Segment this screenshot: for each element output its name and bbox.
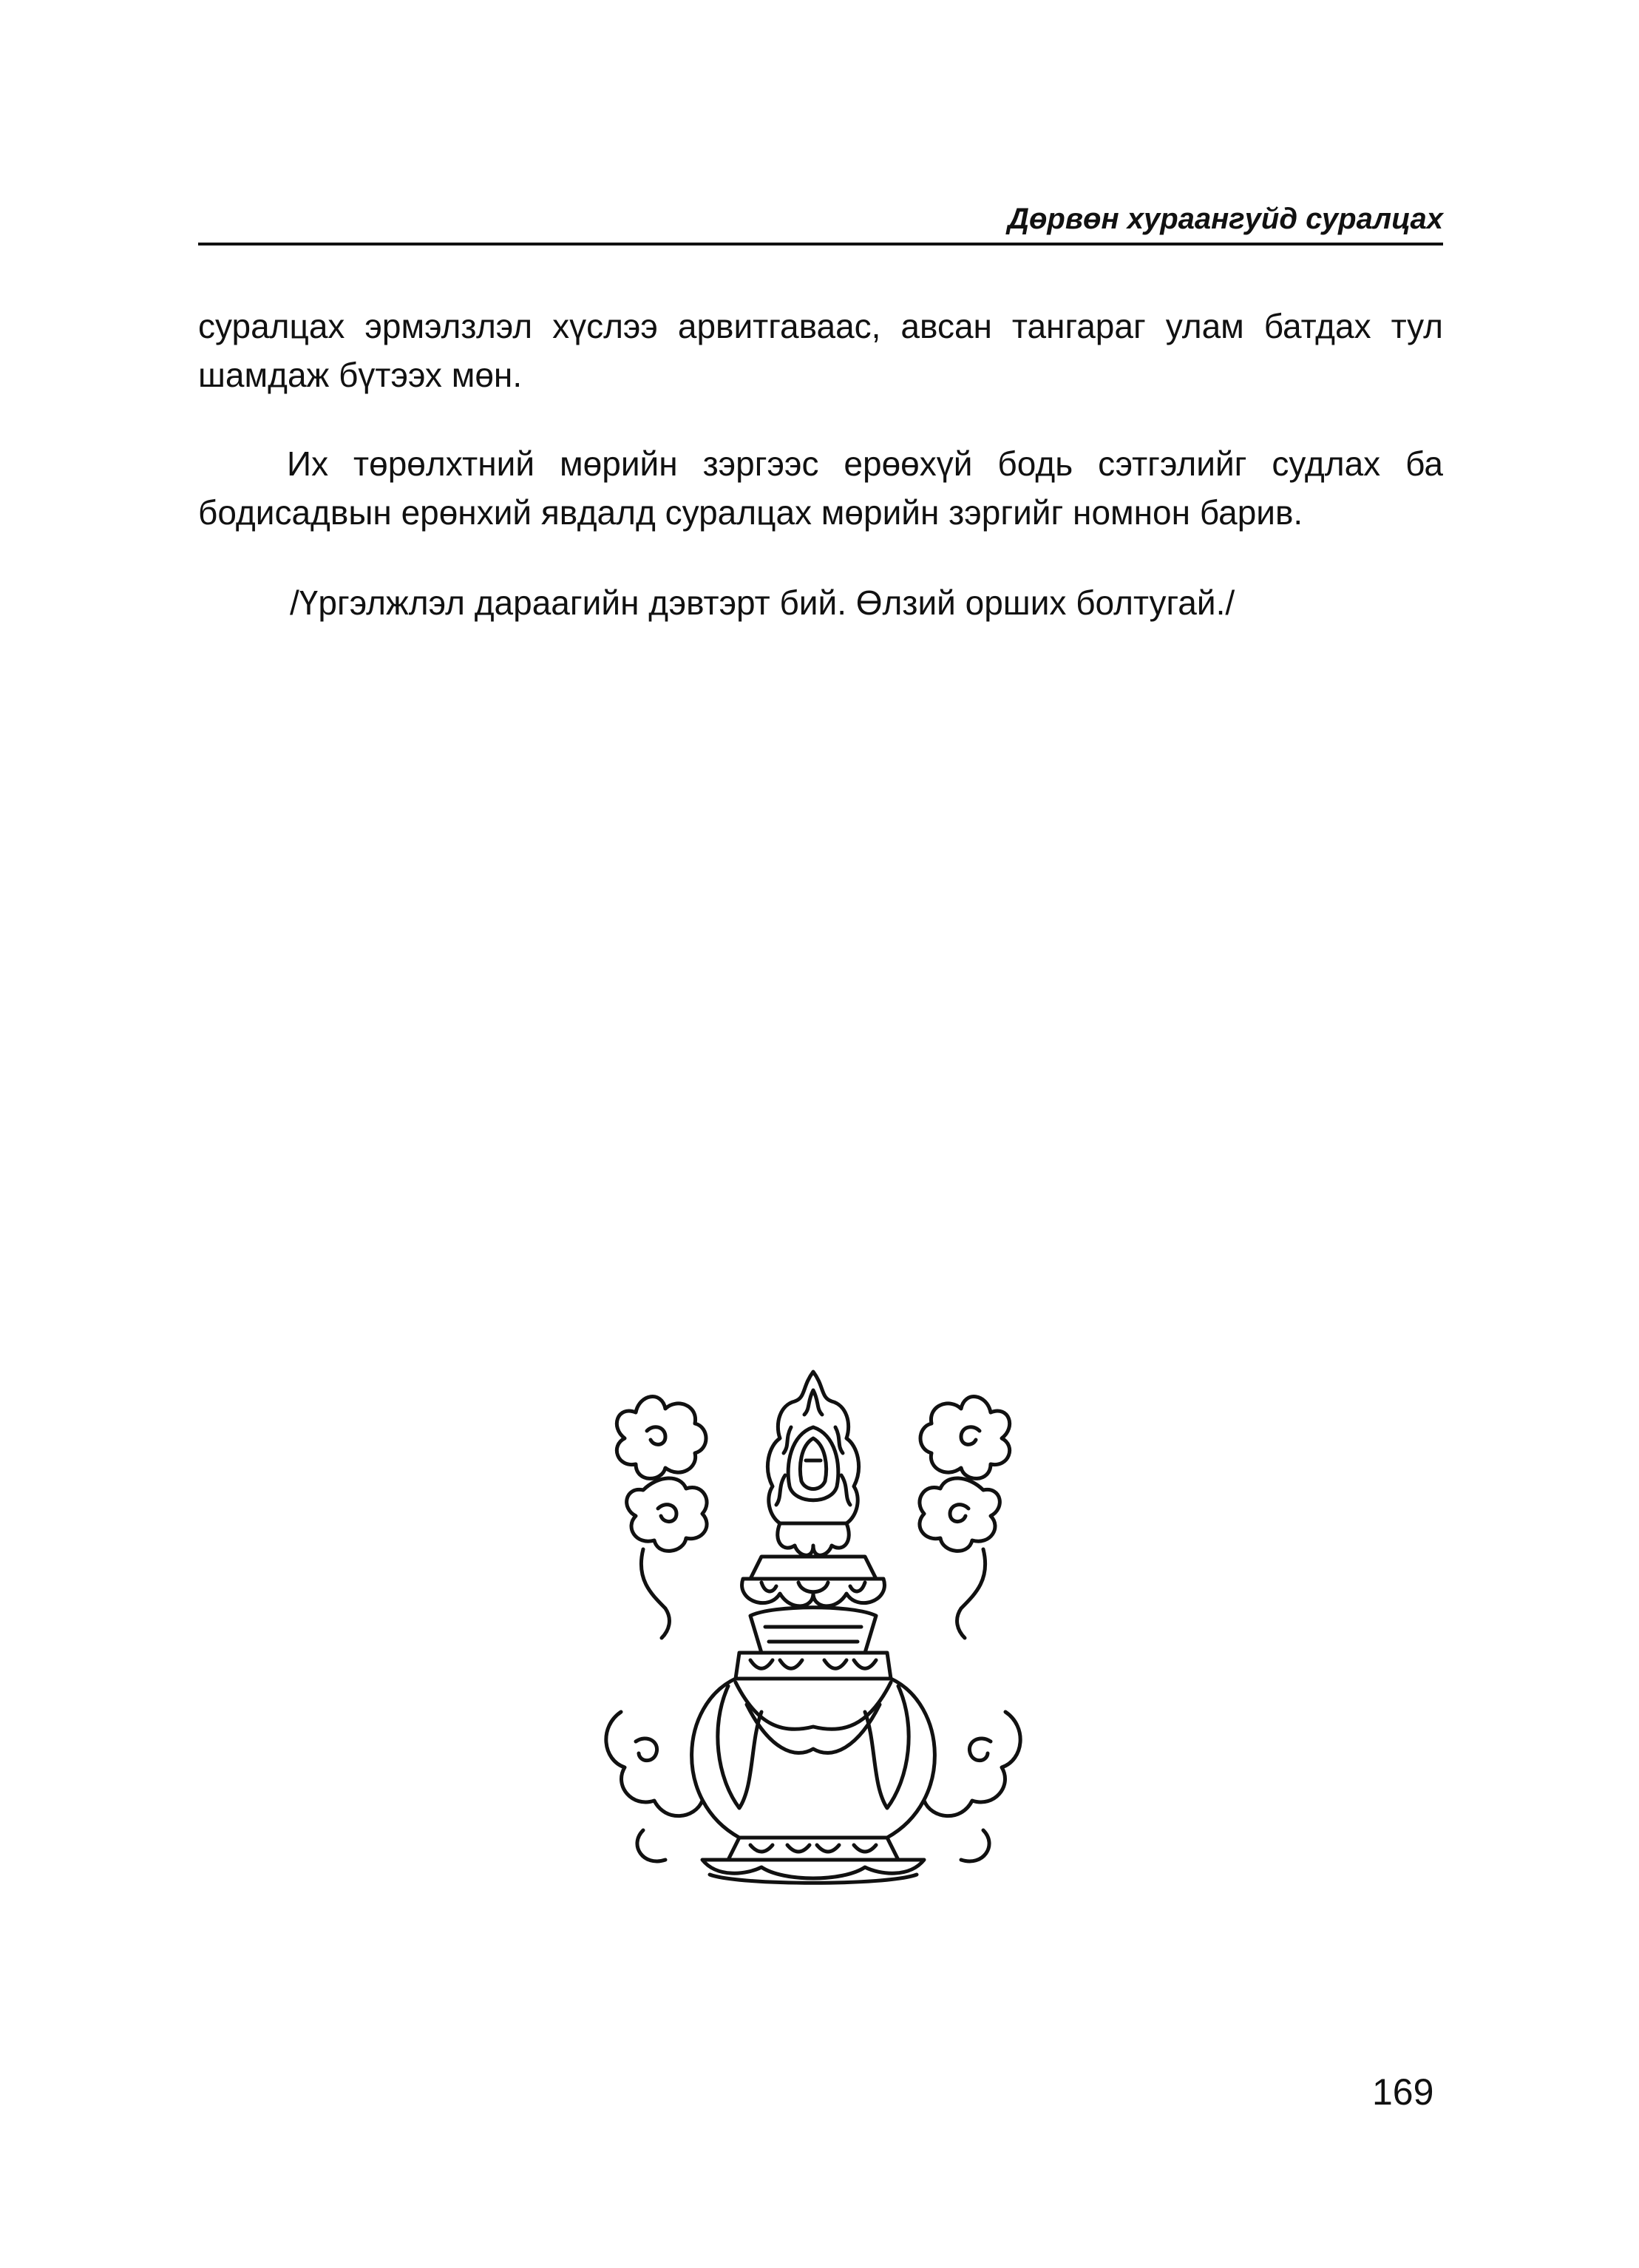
running-header — [198, 198, 1443, 246]
paragraph-2: Их төрөлхтний мөрийн зэргээс ерөөхүй бодь сэтгэлийг судлах ба бодисадвын ерөнхий явдалд суралцах мөрийн зэргийг номнон барив. — [198, 444, 1443, 532]
page-number: 169 — [1372, 2071, 1434, 2113]
paragraph-3: /Үргэлжлэл дараагийн дэвтэрт бий. Өлзий орших болтугай./ — [290, 583, 1235, 622]
paragraph-1: суралцах эрмэлзлэл хүслээ арвитгаваас, авсан тангараг улам батдах тул шамдаж бүтээх мөн. — [198, 307, 1443, 394]
header-title: Дөрвөн хураангуйд суралцах — [1008, 203, 1443, 235]
treasure-vase-icon — [591, 1357, 1035, 1889]
